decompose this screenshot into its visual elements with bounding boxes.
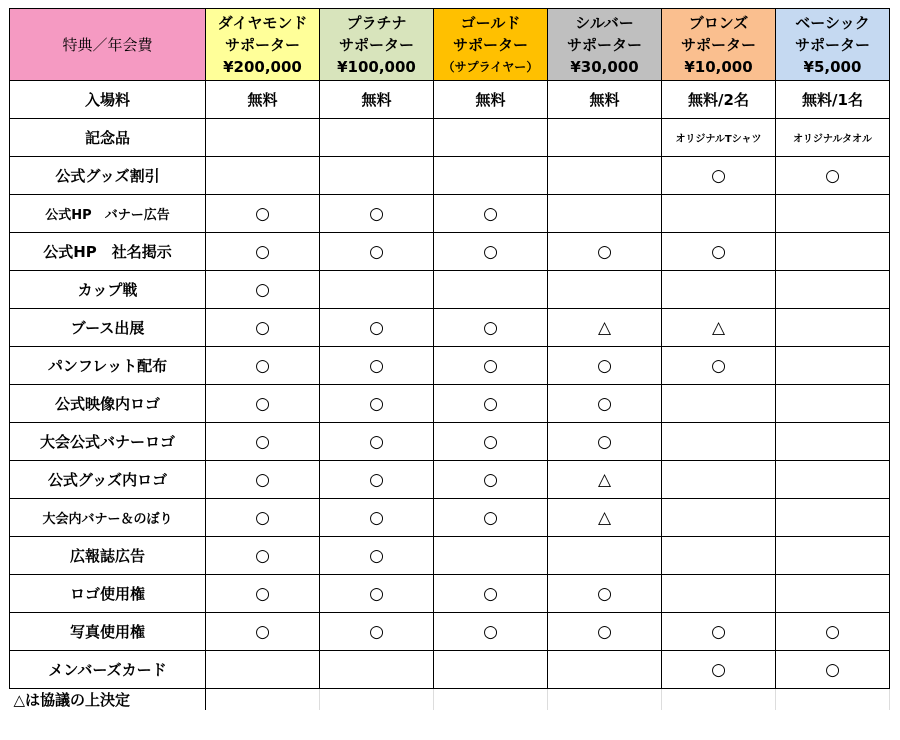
tier-name: シルバー (575, 13, 634, 32)
table-row (10, 423, 890, 461)
tier-header-diamond (206, 9, 320, 81)
row-label: 公式HP バナー広告 (10, 195, 206, 233)
tier-sub: サポーター (224, 35, 300, 54)
benefit-cell (662, 271, 776, 309)
benefit-cell (662, 499, 776, 537)
circle-mark: ○ (320, 385, 434, 423)
benefit-cell: 無料/2名 (662, 81, 776, 119)
triangle-mark: △ (548, 309, 662, 347)
row-label: 広報誌広告 (10, 537, 206, 575)
tier-sub: サポーター (566, 35, 642, 54)
circle-mark: ○ (206, 271, 320, 309)
circle-mark: ○ (320, 233, 434, 271)
circle-mark: ○ (548, 613, 662, 651)
benefit-cell (548, 195, 662, 233)
circle-mark: ○ (776, 157, 890, 195)
tier-fee: ¥100,000 (337, 57, 416, 76)
table-row (10, 461, 890, 499)
benefit-cell: オリジナルTシャツ (662, 119, 776, 157)
tier-name: ブロンズ (688, 13, 749, 32)
row-label: 公式映像内ロゴ (10, 385, 206, 423)
footnote-blank-cell (776, 689, 890, 711)
benefit-cell (776, 347, 890, 385)
row-label: ロゴ使用権 (10, 575, 206, 613)
circle-mark: ○ (776, 651, 890, 689)
circle-mark: ○ (434, 613, 548, 651)
triangle-mark: △ (548, 461, 662, 499)
benefit-cell (548, 119, 662, 157)
footnote-blank-cell (662, 689, 776, 711)
table-row (10, 81, 890, 119)
circle-mark: ○ (662, 347, 776, 385)
circle-mark: ○ (548, 423, 662, 461)
benefits-table (9, 8, 890, 710)
table-row (10, 385, 890, 423)
benefit-cell (434, 271, 548, 309)
tier-header-bronze (662, 9, 776, 81)
benefit-cell (776, 385, 890, 423)
benefit-cell (776, 271, 890, 309)
row-label: 大会内バナー＆のぼり (10, 499, 206, 537)
benefit-cell (776, 461, 890, 499)
footnote-blank-cell (320, 689, 434, 711)
benefit-cell (662, 575, 776, 613)
benefit-cell (206, 651, 320, 689)
tier-sub: サポーター (338, 35, 414, 54)
circle-mark: ○ (548, 233, 662, 271)
tier-header-silver (548, 9, 662, 81)
header-row (10, 9, 890, 81)
tier-fee: ¥200,000 (223, 57, 302, 76)
circle-mark: ○ (548, 385, 662, 423)
circle-mark: ○ (320, 575, 434, 613)
circle-mark: ○ (320, 613, 434, 651)
table-row (10, 537, 890, 575)
circle-mark: ○ (434, 347, 548, 385)
circle-mark: ○ (662, 613, 776, 651)
circle-mark: ○ (548, 575, 662, 613)
footnote-blank-cell (206, 689, 320, 711)
circle-mark: ○ (434, 461, 548, 499)
benefit-cell (548, 157, 662, 195)
footnote: △は協議の上決定 (10, 689, 206, 711)
benefit-cell (662, 195, 776, 233)
circle-mark: ○ (206, 575, 320, 613)
circle-mark: ○ (434, 233, 548, 271)
circle-mark: ○ (206, 613, 320, 651)
benefit-cell: 無料 (206, 81, 320, 119)
benefit-cell (206, 157, 320, 195)
benefit-cell (434, 537, 548, 575)
tier-sub: サポーター (452, 35, 528, 54)
tier-header-platinum (320, 9, 434, 81)
circle-mark: ○ (320, 347, 434, 385)
footnote-blank-cell (434, 689, 548, 711)
row-label: 記念品 (10, 119, 206, 157)
circle-mark: ○ (434, 499, 548, 537)
benefit-cell (662, 423, 776, 461)
benefit-cell: 無料 (548, 81, 662, 119)
circle-mark: ○ (320, 461, 434, 499)
circle-mark: ○ (320, 423, 434, 461)
table-row (10, 119, 890, 157)
footnote-blank-cell (548, 689, 662, 711)
benefit-cell: 無料/1名 (776, 81, 890, 119)
circle-mark: ○ (548, 347, 662, 385)
circle-mark: ○ (662, 157, 776, 195)
circle-mark: ○ (434, 309, 548, 347)
row-label: ブース出展 (10, 309, 206, 347)
row-label: メンバーズカード (10, 651, 206, 689)
benefit-cell (776, 233, 890, 271)
benefit-cell (434, 119, 548, 157)
benefit-cell (548, 651, 662, 689)
benefit-cell (662, 537, 776, 575)
circle-mark: ○ (206, 423, 320, 461)
circle-mark: ○ (206, 309, 320, 347)
tier-fee: ¥5,000 (803, 57, 862, 76)
table-row (10, 195, 890, 233)
triangle-mark: △ (548, 499, 662, 537)
circle-mark: ○ (434, 423, 548, 461)
circle-mark: ○ (662, 233, 776, 271)
circle-mark: ○ (206, 233, 320, 271)
circle-mark: ○ (434, 195, 548, 233)
circle-mark: ○ (662, 651, 776, 689)
benefit-cell (776, 309, 890, 347)
tier-fee: （サプライヤー） (442, 59, 539, 74)
benefit-cell: オリジナルタオル (776, 119, 890, 157)
circle-mark: ○ (320, 499, 434, 537)
table-row (10, 347, 890, 385)
benefit-cell (776, 575, 890, 613)
triangle-mark: △ (662, 309, 776, 347)
tier-name: プラチナ (346, 13, 407, 32)
circle-mark: ○ (434, 385, 548, 423)
benefit-cell (776, 537, 890, 575)
benefit-cell: 無料 (434, 81, 548, 119)
circle-mark: ○ (776, 613, 890, 651)
table-row (10, 157, 890, 195)
table-row (10, 271, 890, 309)
table-title: 特典／年会費 (10, 9, 206, 81)
row-label: 入場料 (10, 81, 206, 119)
benefit-cell (320, 119, 434, 157)
benefit-cell (320, 157, 434, 195)
circle-mark: ○ (320, 309, 434, 347)
circle-mark: ○ (206, 347, 320, 385)
row-label: 公式HP 社名掲示 (10, 233, 206, 271)
benefit-cell (434, 651, 548, 689)
table-row (10, 233, 890, 271)
circle-mark: ○ (320, 537, 434, 575)
benefit-cell (662, 461, 776, 499)
table-row (10, 613, 890, 651)
benefit-cell (776, 423, 890, 461)
tier-fee: ¥30,000 (570, 57, 639, 76)
benefit-cell (662, 385, 776, 423)
tier-header-gold (434, 9, 548, 81)
benefit-cell (434, 157, 548, 195)
benefit-cell (548, 271, 662, 309)
tier-sub: サポーター (794, 35, 870, 54)
circle-mark: ○ (206, 385, 320, 423)
tier-fee: ¥10,000 (684, 57, 753, 76)
benefit-cell (320, 271, 434, 309)
circle-mark: ○ (206, 461, 320, 499)
benefit-cell (776, 195, 890, 233)
row-label: 大会公式バナーロゴ (10, 423, 206, 461)
row-label: 公式グッズ割引 (10, 157, 206, 195)
benefit-cell (776, 499, 890, 537)
benefit-cell (548, 537, 662, 575)
row-label: カップ戦 (10, 271, 206, 309)
footnote-row (10, 689, 890, 711)
table-row (10, 309, 890, 347)
tier-name: ゴールド (460, 13, 521, 32)
circle-mark: ○ (434, 575, 548, 613)
row-label: 公式グッズ内ロゴ (10, 461, 206, 499)
row-label: パンフレット配布 (10, 347, 206, 385)
circle-mark: ○ (206, 537, 320, 575)
circle-mark: ○ (320, 195, 434, 233)
tier-sub: サポーター (680, 35, 756, 54)
circle-mark: ○ (206, 195, 320, 233)
table-row (10, 499, 890, 537)
table-row (10, 575, 890, 613)
table-row (10, 651, 890, 689)
benefit-cell (320, 651, 434, 689)
tier-name: ダイヤモンド (217, 13, 308, 32)
tier-name: ベーシック (795, 13, 870, 32)
row-label: 写真使用権 (10, 613, 206, 651)
benefit-cell: 無料 (320, 81, 434, 119)
tier-header-basic (776, 9, 890, 81)
circle-mark: ○ (206, 499, 320, 537)
benefit-cell (206, 119, 320, 157)
